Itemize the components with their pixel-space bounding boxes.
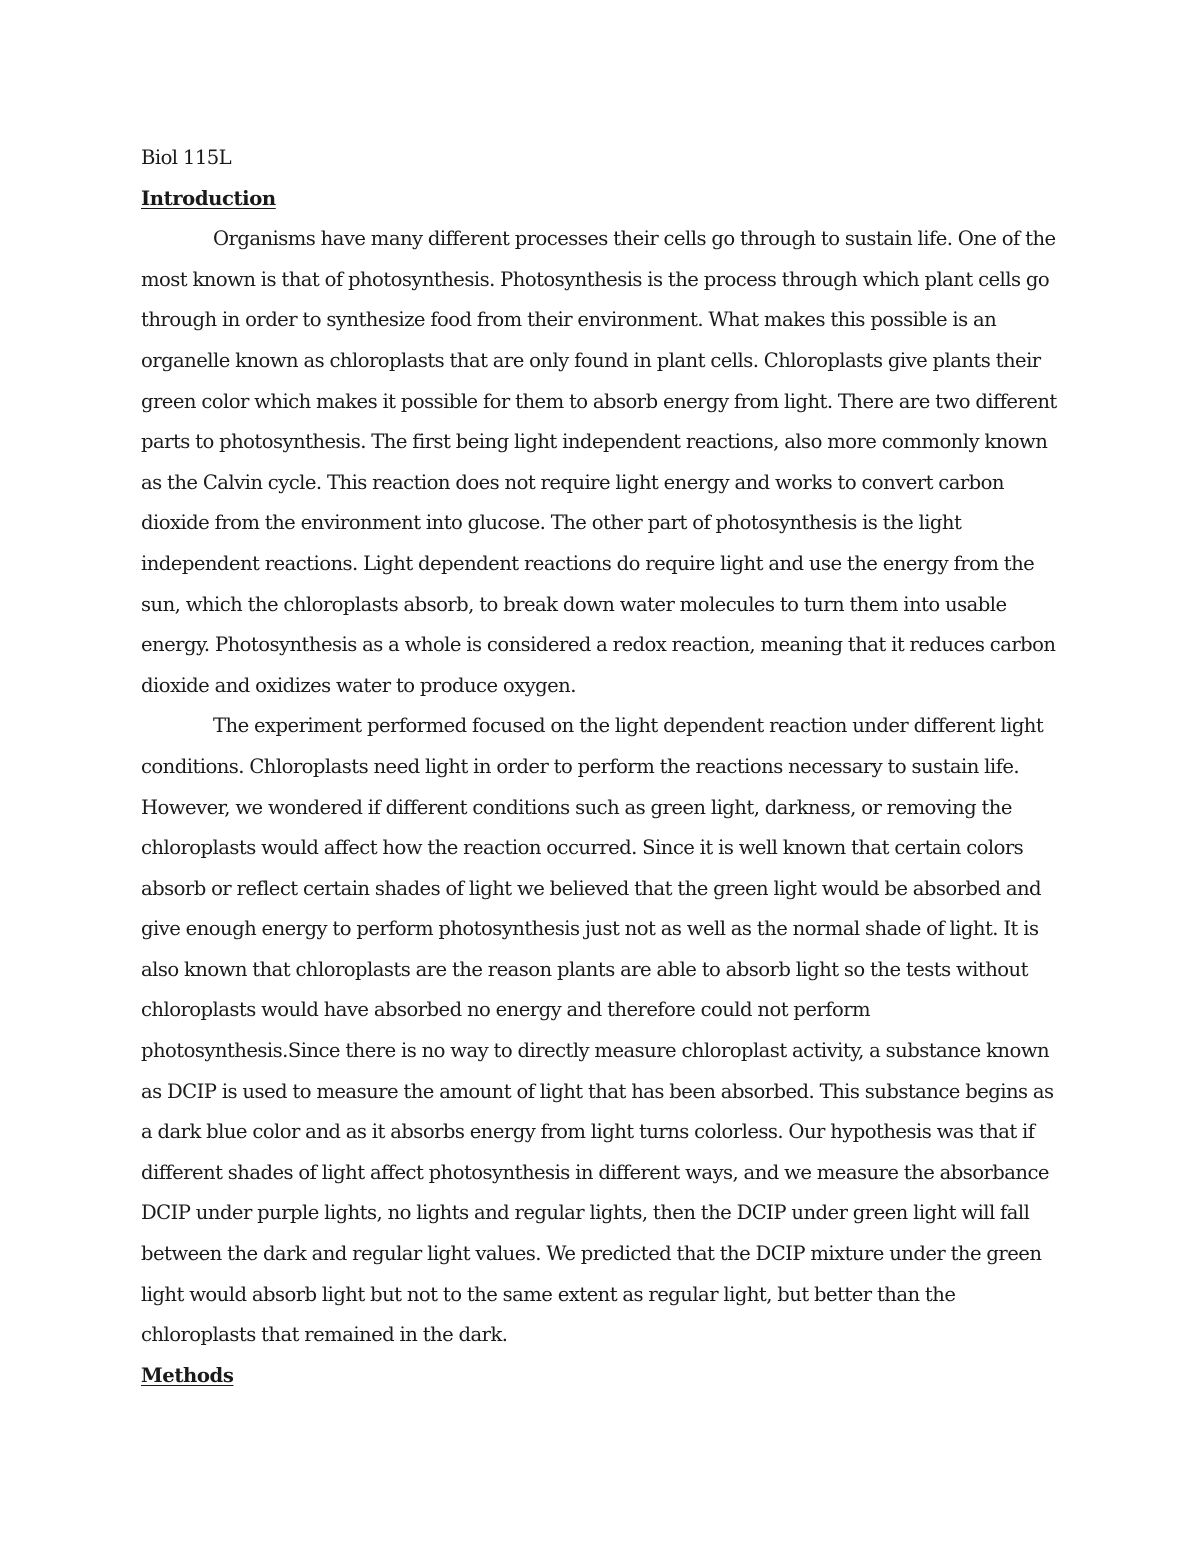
paragraph-line: sun, which the chloroplasts absorb, to break down water molecules to turn them into usable xyxy=(141,592,1007,616)
paragraph-line: parts to photosynthesis. The first being light independent reactions, also more commonly known xyxy=(141,430,1048,454)
introduction-paragraph-1 xyxy=(141,219,1061,706)
introduction-heading: Introduction xyxy=(141,186,276,210)
paragraph-line: between the dark and regular light values. We predicted that the DCIP mixture under the green xyxy=(141,1242,1042,1266)
paragraph-line: dioxide and oxidizes water to produce oxygen. xyxy=(141,673,576,697)
course-label: Biol 115L xyxy=(141,146,232,169)
paragraph-line: organelle known as chloroplasts that are only found in plant cells. Chloroplasts give plants their xyxy=(141,348,1041,372)
paragraph-line: through in order to synthesize food from their environment. What makes this possible is an xyxy=(141,308,997,332)
paragraph-line: give enough energy to perform photosynthesis just not as well as the normal shade of light. It is xyxy=(141,917,1039,941)
paragraph-line: conditions. Chloroplasts need light in order to perform the reactions necessary to sustain life. xyxy=(141,754,1020,778)
paragraph-line: green color which makes it possible for them to absorb energy from light. There are two different xyxy=(141,389,1057,413)
methods-heading: Methods xyxy=(141,1363,234,1387)
paragraph-line: dioxide from the environment into glucose. The other part of photosynthesis is the light xyxy=(141,511,962,535)
document-body xyxy=(141,138,1061,1396)
paragraph-line: chloroplasts would have absorbed no energy and therefore could not perform xyxy=(141,998,871,1022)
paragraph-line: absorb or reflect certain shades of light we believed that the green light would be absorbed and xyxy=(141,876,1042,900)
paragraph-line: different shades of light affect photosynthesis in different ways, and we measure the absorbance xyxy=(141,1160,1049,1184)
paragraph-line: energy. Photosynthesis as a whole is considered a redox reaction, meaning that it reduces carbon xyxy=(141,633,1056,657)
paragraph-line: DCIP under purple lights, no lights and regular lights, then the DCIP under green light will fall xyxy=(141,1201,1030,1225)
paragraph-line: as the Calvin cycle. This reaction does not require light energy and works to convert carbon xyxy=(141,470,1004,494)
paragraph-line: also known that chloroplasts are the reason plants are able to absorb light so the tests without xyxy=(141,957,1028,981)
paragraph-line: independent reactions. Light dependent reactions do require light and use the energy from the xyxy=(141,551,1035,575)
paragraph-line: However, we wondered if different conditions such as green light, darkness, or removing the xyxy=(141,795,1012,819)
introduction-paragraph-2 xyxy=(141,706,1061,1356)
paragraph-line: photosynthesis.Since there is no way to directly measure chloroplast activity, a substance known xyxy=(141,1039,1050,1063)
paragraph-line: a dark blue color and as it absorbs energy from light turns colorless. Our hypothesis was that if xyxy=(141,1120,1035,1144)
paragraph-line: light would absorb light but not to the same extent as regular light, but better than the xyxy=(141,1282,956,1306)
paragraph-line: chloroplasts would affect how the reaction occurred. Since it is well known that certain colors xyxy=(141,836,1024,860)
paragraph-line: The experiment performed focused on the light dependent reaction under different light xyxy=(213,714,1044,738)
paragraph-line: chloroplasts that remained in the dark. xyxy=(141,1323,508,1347)
paragraph-line: most known is that of photosynthesis. Photosynthesis is the process through which plant cells go xyxy=(141,267,1050,291)
paragraph-line: Organisms have many different processes their cells go through to sustain life. One of the xyxy=(213,227,1056,251)
paragraph-line: as DCIP is used to measure the amount of light that has been absorbed. This substance begins as xyxy=(141,1079,1054,1103)
